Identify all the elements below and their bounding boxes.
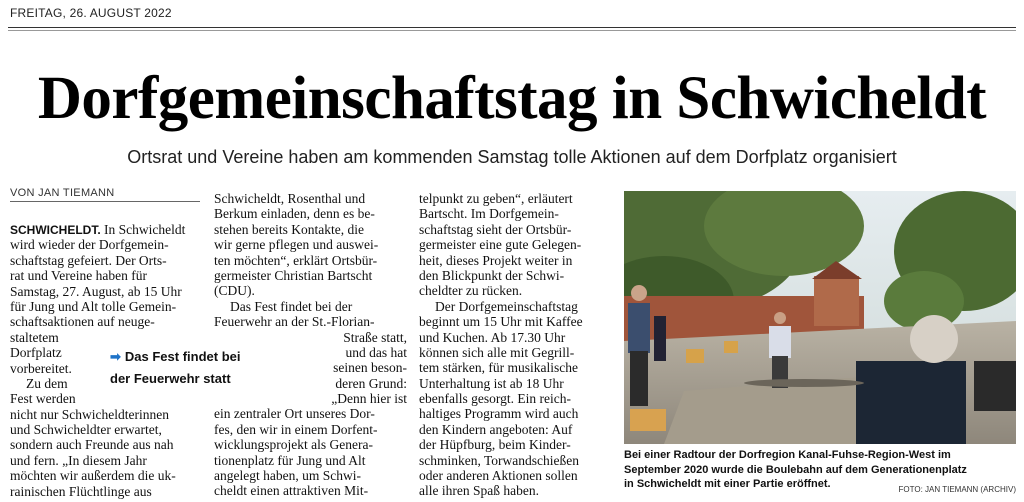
article-line: Berkum einladen, denn es be- bbox=[214, 206, 375, 222]
article-line: rat und Vereine haben für bbox=[10, 268, 147, 284]
article-line: fes, den wir in einem Dorfent- bbox=[214, 421, 378, 437]
article-line: cheldter zu rücken. bbox=[419, 283, 523, 299]
article-line: rainischen Flüchtlinge aus bbox=[10, 483, 152, 499]
article-line: germeister eine gute Gelegen- bbox=[419, 237, 582, 253]
article-line: ebenfalls gesorgt. Ein reich- bbox=[419, 391, 571, 407]
article-line: „Denn hier ist bbox=[331, 391, 407, 407]
article-line: cheldt einen attraktiven Mit- bbox=[214, 483, 369, 499]
article-line: Feuerwehr an der St.-Florian- bbox=[214, 314, 375, 330]
article-line: seinen beson- bbox=[333, 360, 407, 376]
article-line: wird wieder der Dorfgemein- bbox=[10, 237, 169, 253]
article-line: Samstag, 27. August, ab 15 Uhr bbox=[10, 283, 182, 299]
header-rule-secondary bbox=[8, 30, 1016, 31]
byline-rule bbox=[10, 201, 200, 202]
article-column-2 bbox=[214, 191, 407, 499]
article-line: und fern. „In diesem Jahr bbox=[10, 452, 147, 468]
article-line: stehen bereits Kontakte, die bbox=[214, 221, 364, 237]
article-line: ten möchten“, erklärt Ortsbür- bbox=[214, 252, 378, 268]
caption-line: Bei einer Radtour der Dorfregion Kanal-Fuhse-Region-West im bbox=[624, 449, 951, 461]
byline: VON JAN TIEMANN bbox=[10, 187, 115, 199]
article-line: können sich alle mit Gegrill- bbox=[419, 344, 575, 360]
article-photo bbox=[624, 191, 1016, 444]
pull-quote-line: ➡ Das Fest findet bei bbox=[110, 349, 241, 364]
headline: Dorfgemeinschaftstag in Schwicheldt bbox=[37, 65, 987, 132]
article-line: und Kuchen. Ab 17.30 Uhr bbox=[419, 329, 566, 345]
arrow-right-icon: ➡ bbox=[110, 349, 121, 364]
article-line: oder anderen Aktionen sollen bbox=[419, 468, 578, 484]
article-line: den Blickpunkt der Schwi- bbox=[419, 267, 565, 283]
article-line: haltiges Programm wird auch bbox=[419, 406, 579, 422]
caption-line: September 2020 wurde die Boulebahn auf dem Generationenplatz bbox=[624, 463, 967, 476]
photo-credit: FOTO: JAN TIEMANN (ARCHIV) bbox=[898, 485, 1016, 494]
article-line: ein zentraler Ort unseres Dor- bbox=[214, 406, 375, 422]
article-line: für Jung und Alt tolle Gemein- bbox=[10, 298, 177, 314]
article-line: staltetem bbox=[10, 329, 59, 345]
article-column-3 bbox=[419, 191, 612, 499]
article-line: der Hüpfburg, beim Kinder- bbox=[419, 437, 571, 453]
article-line: nicht nur Schwicheldterinnen bbox=[10, 406, 169, 422]
article-line: telpunkt zu geben“, erläutert bbox=[419, 191, 573, 206]
article-line: Schwicheldt, Rosenthal und bbox=[214, 191, 366, 206]
article-line: heit, dieses Projekt weiter in bbox=[419, 252, 573, 268]
header-rule bbox=[8, 27, 1016, 28]
article-line: Das Fest findet bei der bbox=[230, 298, 353, 314]
article-line: alle ihren Spaß haben. bbox=[419, 483, 539, 499]
boule-court-photo bbox=[624, 191, 1016, 444]
article-line: Der Dorfgemeinschaftstag bbox=[435, 298, 578, 314]
article-line: SCHWICHELDT. In Schwicheldt bbox=[10, 222, 186, 237]
article-line: angelegt haben, um Schwi- bbox=[214, 468, 361, 484]
article-line: sondern auch Freunde aus nah bbox=[10, 437, 174, 453]
article-line: schaftstag sieht der Ortsbür- bbox=[419, 221, 572, 237]
article-line: Straße statt, bbox=[343, 329, 407, 345]
article-line: tem stärken, für musikalische bbox=[419, 360, 578, 376]
article-line: tionenplatz für Jung und Alt bbox=[214, 452, 366, 468]
article-line: schaftsaktionen auf neuge- bbox=[10, 314, 155, 330]
article-line: möchten wir außerdem die uk- bbox=[10, 468, 176, 484]
article-line: und das hat bbox=[345, 344, 407, 360]
article-line: schaftstag gefeiert. Der Orts- bbox=[10, 252, 167, 268]
caption-line: in Schwicheldt mit einer Partie eröffnet. bbox=[624, 478, 831, 490]
article-line: Zu dem bbox=[26, 375, 68, 391]
article-line: Unterhaltung ist ab 18 Uhr bbox=[419, 375, 564, 391]
subheadline: Ortsrat und Vereine haben am kommenden Samstag tolle Aktionen auf dem Dorfplatz organisiert bbox=[127, 147, 897, 167]
article-line: Dorfplatz bbox=[10, 345, 62, 361]
article-line: schminken, Torwandschießen bbox=[419, 452, 580, 468]
pull-quote-line: der Feuerwehr statt bbox=[110, 371, 231, 386]
article-line: beginnt um 15 Uhr mit Kaffee bbox=[419, 314, 583, 330]
article-line: wicklungsprojekt als Genera- bbox=[214, 437, 373, 453]
article-line: deren Grund: bbox=[335, 375, 407, 391]
article-line: Bartscht. Im Dorfgemein- bbox=[419, 206, 559, 222]
dateline: SCHWICHELDT. bbox=[10, 223, 101, 237]
issue-date: FREITAG, 26. AUGUST 2022 bbox=[10, 6, 172, 20]
article-line: und Schwicheldter erwartet, bbox=[10, 422, 162, 438]
article-line: vorbereitet. bbox=[10, 360, 72, 376]
article-line: Fest werden bbox=[10, 391, 76, 407]
article-line: wir gerne pflegen und auswei- bbox=[214, 237, 379, 253]
article-line: den Kindern angeboten: Auf bbox=[419, 421, 573, 437]
article-line: (CDU). bbox=[214, 283, 255, 299]
article-line: germeister Christian Bartscht bbox=[214, 267, 373, 283]
